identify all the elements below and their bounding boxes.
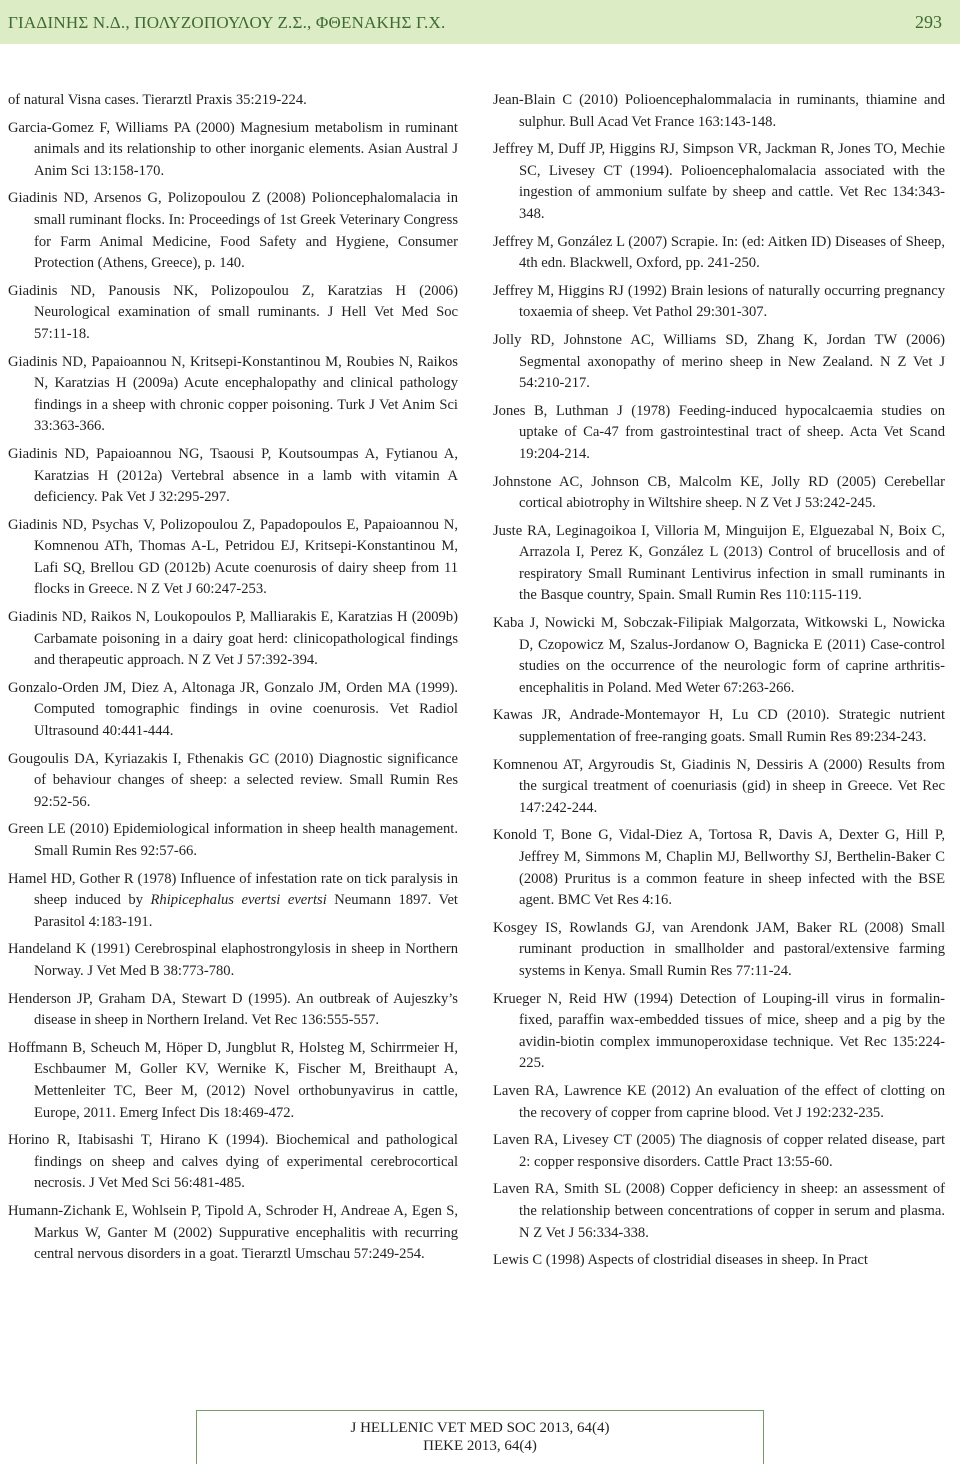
reference-entry: Johnstone AC, Johnson CB, Malcolm KE, Jolly RD (2005) Cerebellar cortical abiotrophy in Wiltshire sheep. N Z Vet J 53:242-245. [493, 473, 945, 512]
running-head: ΓΙΑΔΙΝΗΣ Ν.Δ., ΠΟΛΥΖΟΠΟΥΛΟΥ Ζ.Σ., ΦΘΕΝΑΚΗΣ Γ.Χ. [8, 13, 446, 32]
reference-entry: Giadinis ND, Papaioannou N, Kritsepi-Konstantinou M, Roubies N, Raikos N, Karatzias H (2009a) Acute encephalopathy and clinical pathology findings in a sheep with chronic copper poisoning. Turk J Vet Anim Sci 33:363-366. [8, 353, 458, 435]
reference-entry: Giadinis ND, Panousis NK, Polizopoulou Z, Karatzias H (2006) Neurological examination of small ruminants. J Hell Vet Med Soc 57:11-18. [8, 282, 458, 342]
footer-journal-gr: ΠΕΚΕ 2013, 64(4) [423, 1438, 537, 1454]
reference-entry: Henderson JP, Graham DA, Stewart D (1995). An outbreak of Aujeszky’s disease in sheep in Northern Ireland. Vet Rec 136:555-557. [8, 990, 458, 1029]
reference-entry: Giadinis ND, Papaioannou NG, Tsaousi P, Koutsoumpas A, Fytianou A, Karatzias H (2012a) Vertebral absence in a lamb with vitamin A deficiency. Pak Vet J 32:295-297. [8, 445, 458, 506]
reference-entry: Green LE (2010) Epidemiological information in sheep health management. Small Rumin Res 92:57-66. [8, 821, 458, 859]
page-number: 293 [915, 12, 942, 32]
reference-entry: Krueger N, Reid HW (1994) Detection of Louping-ill virus in formalin-fixed, paraffin wax-embedded tissues of mice, sheep and a pig by the avidin-biotin complex immunoperoxidase technique. Vet Rec 135:224-225. [493, 990, 945, 1072]
reference-entry: Giadinis ND, Raikos N, Loukopoulos P, Malliarakis E, Karatzias H (2009b) Carbamate poisoning in a dairy goat herd: clinicopathological findings and therapeutic approach. N Z Vet J 57:392-394. [8, 609, 458, 669]
references-right-column [493, 90, 945, 1278]
reference-entry: Horino R, Itabisashi T, Hirano K (1994). Biochemical and pathological findings on sheep and calves dying of experimental cerebrocortical necrosis. J Vet Med Sci 56:481-485. [8, 1132, 458, 1192]
reference-entry: Jeffrey M, González L (2007) Scrapie. In: (ed: Aitken ID) Diseases of Sheep, 4th edn. Blackwell, Oxford, pp. 241-250. [493, 233, 945, 272]
reference-entry: Kaba J, Nowicki M, Sobczak-Filipiak Malgorzata, Witkowski L, Nowicka D, Czopowicz M, Szalus-Jordanow O, Bagnicka E (2011) Case-control studies on the occurrence of the neurologic form of caprine arthritis-encephalitis in Poland. Med Weter 67:263-266. [493, 615, 945, 696]
reference-entry: Giadinis ND, Psychas V, Polizopoulou Z, Papadopoulos E, Papaioannou N, Komnenou ATh, Thomas A-L, Petridou EJ, Kritsepi-Konstantinou M, Lafi SQ, Brellou GD (2012b) Acute coenurosis of dairy sheep from 11 flocks in Greece. N Z Vet J 60:247-253. [8, 516, 458, 598]
reference-entry: Humann-Zichank E, Wohlsein P, Tipold A, Schroder H, Andreae A, Egen S, Markus W, Ganter M (2002) Suppurative encephalitis with recurring central nervous disorders in a goat. Tierarztl Umschau 57:249-254. [8, 1202, 458, 1263]
reference-entry: Jolly RD, Johnstone AC, Williams SD, Zhang K, Jordan TW (2006) Segmental axonopathy of merino sheep in New Zealand. N Z Vet J 54:210-217. [493, 331, 945, 392]
reference-entry: Garcia-Gomez F, Williams PA (2000) Magnesium metabolism in ruminant animals and its relationship to other inorganic elements. Asian Austral J Anim Sci 13:158-170. [8, 119, 458, 179]
reference-entry: Giadinis ND, Arsenos G, Polizopoulou Z (2008) Polioncephalomalacia in small ruminant flocks. In: Proceedings of 1st Greek Veterinary Congress for Farm Animal Medicine, Food Safety and Hygiene, Consumer Protection (Athens, Greece), p. 140. [8, 190, 458, 272]
reference-entry: Laven RA, Lawrence KE (2012) An evaluation of the effect of clotting on the recovery of copper from caprine blood. Vet J 192:232-235. [493, 1082, 945, 1121]
reference-entry: Jeffrey M, Higgins RJ (1992) Brain lesions of naturally occurring pregnancy toxaemia of sheep. Vet Pathol 29:301-307. [493, 282, 945, 321]
reference-entry: Laven RA, Smith SL (2008) Copper deficiency in sheep: an assessment of the relationship between concentrations of copper in serum and plasma. N Z Vet J 56:334-338. [493, 1181, 945, 1241]
references-left-column [8, 90, 458, 1272]
reference-entry: of natural Visna cases. Tierarztl Praxis 35:219-224. [8, 92, 307, 108]
reference-entry: Hamel HD, Gother R (1978) Influence of infestation rate on tick paralysis in sheep induced by Rhipicephalus evertsi evertsi Neumann 1897. Vet Parasitol 4:183-191. [8, 870, 458, 930]
running-header-bar [0, 0, 960, 44]
reference-entry: Kosgey IS, Rowlands GJ, van Arendonk JAM, Baker RL (2008) Small ruminant production in smallholder and pastoral/extensive farming systems in Kenya. Small Rumin Res 77:11-24. [493, 919, 945, 979]
journal-footer [196, 1410, 764, 1464]
reference-entry: Konold T, Bone G, Vidal-Diez A, Tortosa R, Davis A, Dexter G, Hill P, Jeffrey M, Simmons M, Chaplin MJ, Bellworthy SJ, Berthelin-Baker C (2008) Pruritus is a common feature in sheep infected with the BSE agent. BMC Vet Res 4:16. [493, 827, 945, 909]
reference-entry: Laven RA, Livesey CT (2005) The diagnosis of copper related disease, part 2: copper responsive disorders. Cattle Pract 13:55-60. [493, 1132, 945, 1170]
reference-entry: Jones B, Luthman J (1978) Feeding-induced hypocalcaemia studies on uptake of Ca-47 from gastrointestinal tract of sheep. Acta Vet Scand 19:204-214. [493, 402, 945, 462]
reference-entry: Hoffmann B, Scheuch M, Höper D, Jungblut R, Holsteg M, Schirrmeier H, Eschbaumer M, Goller KV, Wernike K, Fischer M, Breithaupt A, Mettenleiter TC, Beer M, (2012) Novel orthobunyavirus in cattle, Europe, 2011. Emerg Infect Dis 18:469-472. [8, 1039, 458, 1121]
reference-entry: Handeland K (1991) Cerebrospinal elaphostrongylosis in sheep in Northern Norway. J Vet Med B 38:773-780. [8, 941, 458, 979]
reference-entry: Gougoulis DA, Kyriazakis I, Fthenakis GC (2010) Diagnostic significance of behaviour changes of sheep: a selected review. Small Rumin Res 92:52-56. [8, 750, 458, 810]
reference-entry: Jeffrey M, Duff JP, Higgins RJ, Simpson VR, Jackman R, Jones TO, Mechie SC, Livesey CT (1994). Polioencephalomalacia associated with the ingestion of ammonium sulfate by sheep and cattle. Vet Rec 134:343-348. [493, 141, 945, 222]
reference-entry: Jean-Blain C (2010) Polioencephalommalacia in ruminants, thiamine and sulphur. Bull Acad Vet France 163:143-148. [493, 92, 945, 130]
reference-entry: Lewis C (1998) Aspects of clostridial diseases in sheep. In Pract [493, 1252, 868, 1269]
reference-entry: Gonzalo-Orden JM, Diez A, Altonaga JR, Gonzalo JM, Orden MA (1999). Computed tomographic findings in ovine coenurosis. Vet Radiol Ultrasound 40:441-444. [8, 679, 458, 740]
reference-entry: Komnenou AT, Argyroudis St, Giadinis N, Dessiris A (2000) Results from the surgical treatment of coenuriasis (gid) in sheep in Greece. Vet Rec 147:242-244. [493, 756, 945, 816]
reference-entry: Kawas JR, Andrade-Montemayor H, Lu CD (2010). Strategic nutrient supplementation of free-ranging goats. Small Rumin Res 89:234-243. [493, 707, 945, 746]
footer-journal-en: J HELLENIC VET MED SOC 2013, 64(4) [350, 1420, 610, 1436]
reference-entry: Juste RA, Leginagoikoa I, Villoria M, Minguijon E, Elguezabal N, Boix C, Arrazola I, Perez K, González L (2013) Control of brucellosis and of respiratory Small Ruminant Lentivirus infection in small ruminants in the Basque country, Spain. Small Rumin Res 110:115-119. [493, 522, 945, 604]
